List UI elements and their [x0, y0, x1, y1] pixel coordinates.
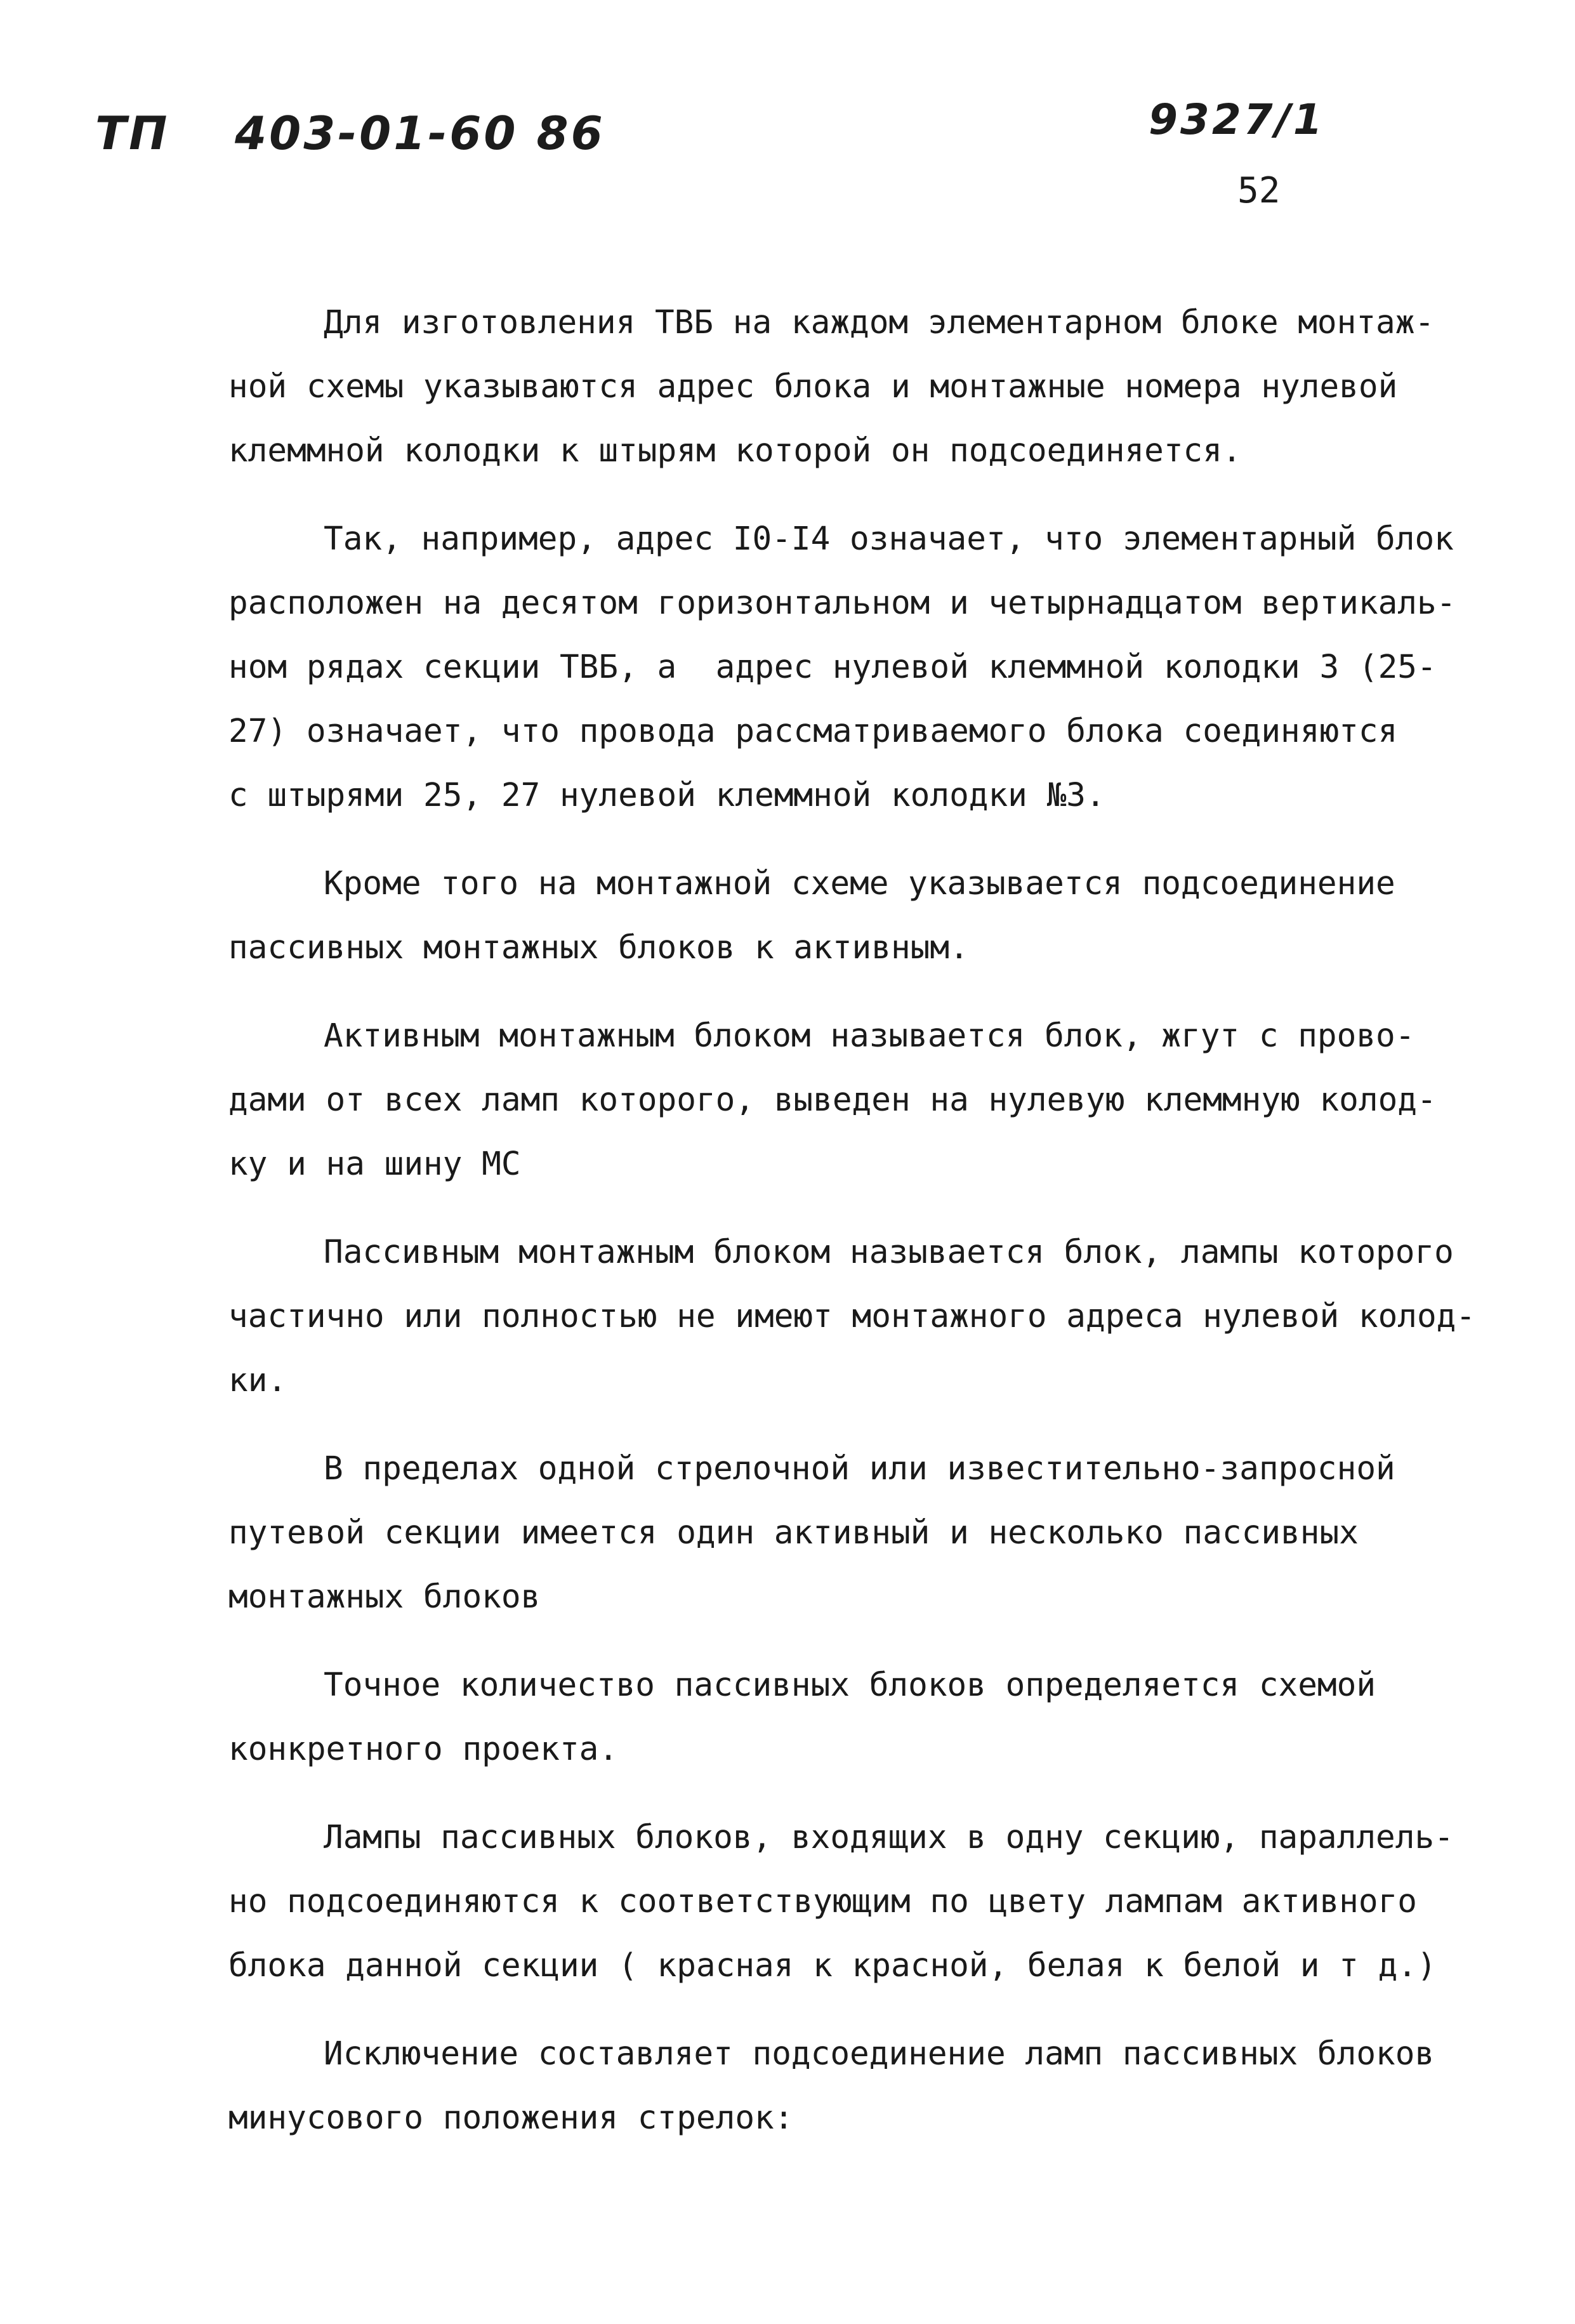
paragraph	[228, 1004, 1491, 1196]
paragraph	[228, 291, 1491, 483]
text-line: Точное количество пассивных блоков определяется схемой	[324, 1667, 1376, 1704]
text-line: ном рядах секции ТВБ, а адрес нулевой клеммной колодки 3 (25-	[228, 649, 1437, 686]
page-number: 52	[1237, 170, 1281, 211]
text-line: ку и на шину МС	[228, 1145, 521, 1183]
text-line: минусового положения стрелок:	[228, 2099, 794, 2137]
text-line: Для изготовления ТВБ на каждом элементарном блоке монтаж-	[324, 304, 1435, 341]
document-stamp-tp: ТП	[95, 107, 170, 160]
document-code: 403-01-60 86	[235, 107, 605, 160]
text-line: ной схемы указываются адрес блока и монтажные номера нулевой	[228, 368, 1398, 406]
text-line: блока данной секции ( красная к красной, белая к белой и т д.)	[228, 1947, 1437, 1984]
text-line: Лампы пассивных блоков, входящих в одну секцию, параллель-	[324, 1819, 1454, 1856]
text-line: частично или полностью не имеют монтажного адреса нулевой колод-	[228, 1298, 1476, 1335]
text-line: пассивных монтажных блоков к активным.	[228, 929, 969, 967]
text-line: с штырями 25, 27 нулевой клеммной колодки №3.	[228, 777, 1105, 814]
paragraph	[228, 1437, 1491, 1629]
text-line: 27) означает, что провода рассматриваемого блока соединяются	[228, 713, 1398, 750]
text-line: Так, например, адрес I0-I4 означает, что элементарный блок	[324, 520, 1454, 558]
text-line: путевой секции имеется один активный и несколько пассивных	[228, 1514, 1359, 1552]
text-line: конкретного проекта.	[228, 1731, 619, 1768]
paragraph	[228, 2022, 1491, 2150]
text-line: Пассивным монтажным блоком называется блок, лампы которого	[324, 1234, 1454, 1271]
sheet-reference: 9327/1	[1149, 95, 1325, 144]
text-line: Активным монтажным блоком называется блок, жгут с прово-	[324, 1017, 1415, 1055]
paragraph	[228, 507, 1491, 828]
text-line: но подсоединяются к соответствующим по цвету лампам активного	[228, 1883, 1417, 1920]
text-line: дами от всех ламп которого, выведен на нулевую клеммную колод-	[228, 1081, 1437, 1119]
paragraph	[228, 852, 1491, 980]
document-body	[228, 291, 1491, 2174]
text-line: Кроме того на монтажной схеме указывается подсоединение	[324, 865, 1395, 902]
text-line: В пределах одной стрелочной или известительно-запросной	[324, 1450, 1395, 1488]
paragraph	[228, 1806, 1491, 1998]
text-line: монтажных блоков	[228, 1578, 541, 1616]
text-line: расположен на десятом горизонтальном и четырнадцатом вертикаль-	[228, 584, 1456, 622]
text-line: клеммной колодки к штырям которой он подсоединяется.	[228, 432, 1242, 470]
text-line: Исключение составляет подсоединение ламп пассивных блоков	[324, 2035, 1435, 2073]
paragraph	[228, 1653, 1491, 1781]
text-line: ки.	[228, 1362, 287, 1399]
paragraph	[228, 1220, 1491, 1413]
